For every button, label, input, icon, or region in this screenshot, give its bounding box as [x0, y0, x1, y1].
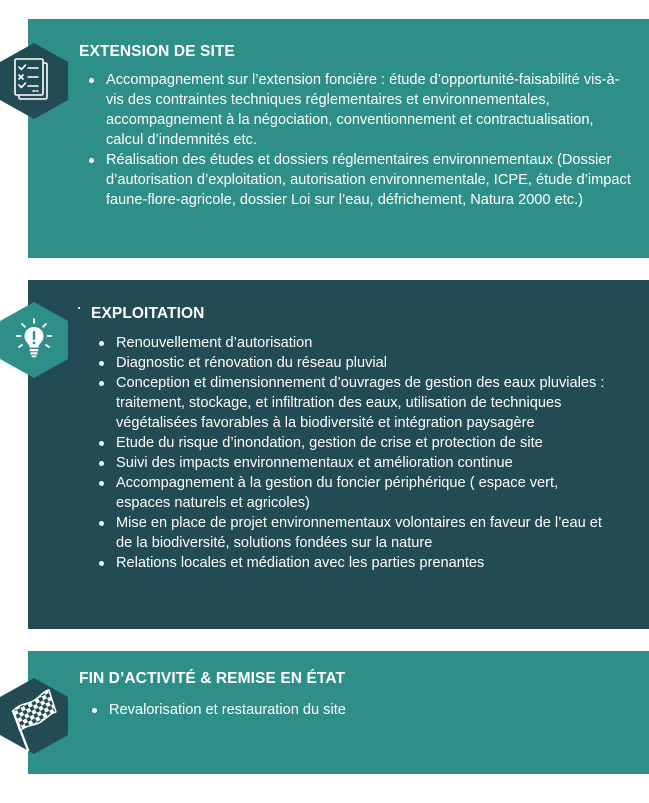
list-item: Accompagnement à la gestion du foncier périphérique ( espace vert, espaces naturels et agricoles)	[96, 473, 616, 513]
list-item: Diagnostic et rénovation du réseau pluvial	[96, 353, 616, 373]
section-title-fin-activite: FIN D’ACTIVITÉ & REMISE EN ÉTAT	[79, 670, 346, 687]
list-extension	[86, 70, 631, 210]
checklist-document-icon	[0, 43, 68, 119]
list-fin-activite	[89, 700, 619, 720]
list-item: Etude du risque d’inondation, gestion de crise et protection de site	[96, 433, 616, 453]
list-item: Revalorisation et restauration du site	[89, 700, 619, 720]
checkered-flag-icon	[0, 678, 68, 754]
list-item: Relations locales et médiation avec les parties prenantes	[96, 553, 616, 573]
section-title-extension: EXTENSION DE SITE	[79, 43, 235, 60]
list-item: Accompagnement sur l’extension foncière : étude d’opportunité-faisabilité vis-à-vis des contraintes techniques réglementaires et environnementales, accompagnement à la négociation, conventionnement et contractualisation, calcul d’indemnités etc.	[86, 70, 631, 150]
list-item: Réalisation des études et dossiers réglementaires environnementaux (Dossier d’autorisation d’exploitation, autorisation environnementale, ICPE, étude d’impact faune-flore-agricole, dossier Loi sur l’eau, défrichement, Natura 2000 etc.)	[86, 150, 631, 210]
list-item: Suivi des impacts environnementaux et amélioration continue	[96, 453, 616, 473]
list-item: Renouvellement d’autorisation	[96, 333, 616, 353]
lightbulb-idea-icon	[0, 302, 68, 378]
list-item: Conception et dimensionnement d’ouvrages de gestion des eaux pluviales : traitement, stockage, et infiltration des eaux, utilisation de techniques végétalisées favorables à la biodiversité et intégration paysagère	[96, 373, 616, 433]
list-exploitation	[96, 333, 616, 573]
section-title-exploitation: EXPLOITATION	[91, 305, 205, 322]
list-item: Mise en place de projet environnementaux volontaires en faveur de l’eau et de la biodiversité, solutions fondées sur la nature	[96, 513, 616, 553]
decorative-dot	[78, 307, 80, 309]
